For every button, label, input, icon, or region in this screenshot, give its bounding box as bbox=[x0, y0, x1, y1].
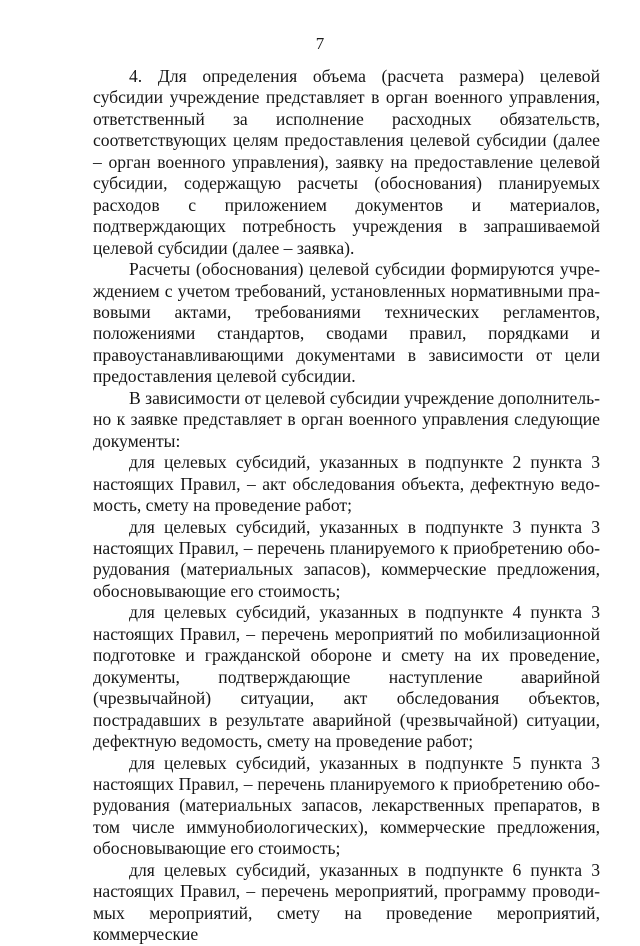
page-number: 7 bbox=[315, 34, 325, 53]
paragraph-subpoint-3: для целевых субсидий, указанных в подпункте 3 пункта 3 настоящих Правил, – перечень планируемого к приобретению оборудования (материальных запасов), коммерческие предложения, обосновывающие его стоимость; bbox=[93, 516, 600, 601]
document-body bbox=[93, 66, 600, 946]
paragraph-subpoint-6: для целевых субсидий, указанных в подпункте 6 пункта 3 настоящих Правил, – перечень мероприятий, программу проводимых мероприятий, смету на проведение мероприятий, коммерческие bbox=[93, 859, 600, 945]
paragraph-subpoint-4: для целевых субсидий, указанных в подпункте 4 пункта 3 настоящих Правил, – перечень мероприятий по мобилизационной подготовке и гражданской обороне и смету на их проведение, документы, подтверждающие наступление аварийной (чрезвычайной) ситуации, акт обследования объектов, пострадавших в результате аварийной (чрезвычайной) ситуации, дефектную ведомость, смету на проведение работ; bbox=[93, 602, 600, 752]
paragraph-subpoint-2: для целевых субсидий, указанных в подпункте 2 пункта 3 настоящих Правил, – акт обследования объекта, дефектную ведомость, смету на проведение работ; bbox=[93, 452, 600, 516]
paragraph-request-volume: 4. Для определения объема (расчета размера) целевой субсидии учреждение представляет в орган военного управления, ответственный за исполнение расходных обязательств, соответствующих целям предоставления целевой субсидии (далее – орган военного управления), заявку на предоставление целевой субсидии, содержащую расчеты (обоснования) планируемых расходов с приложением документов и материалов, подтверждающих потребность учреждения в запрашиваемой целевой субсидии (далее – заявка). bbox=[93, 66, 600, 258]
paragraph-subpoint-5: для целевых субсидий, указанных в подпункте 5 пункта 3 настоящих Правил, – перечень планируемого к приобретению оборудования (материальных запасов, лекарственных препаратов, в том числе иммунобиологических), коммерческие предложения, обосновывающие его стоимость; bbox=[93, 752, 600, 859]
paragraph-calculations: Расчеты (обоснования) целевой субсидии формируются учреждением с учетом требований, установленных нормативными правовыми актами, требованиями технических регламентов, положениями стандартов, сводами правил, порядками и правоустанавливающими документами в зависимости от цели предоставления целевой субсидии. bbox=[93, 259, 600, 387]
paragraph-additional-documents: В зависимости от целевой субсидии учреждение дополнительно к заявке представляет в орган военного управления следующие документы: bbox=[93, 387, 600, 451]
